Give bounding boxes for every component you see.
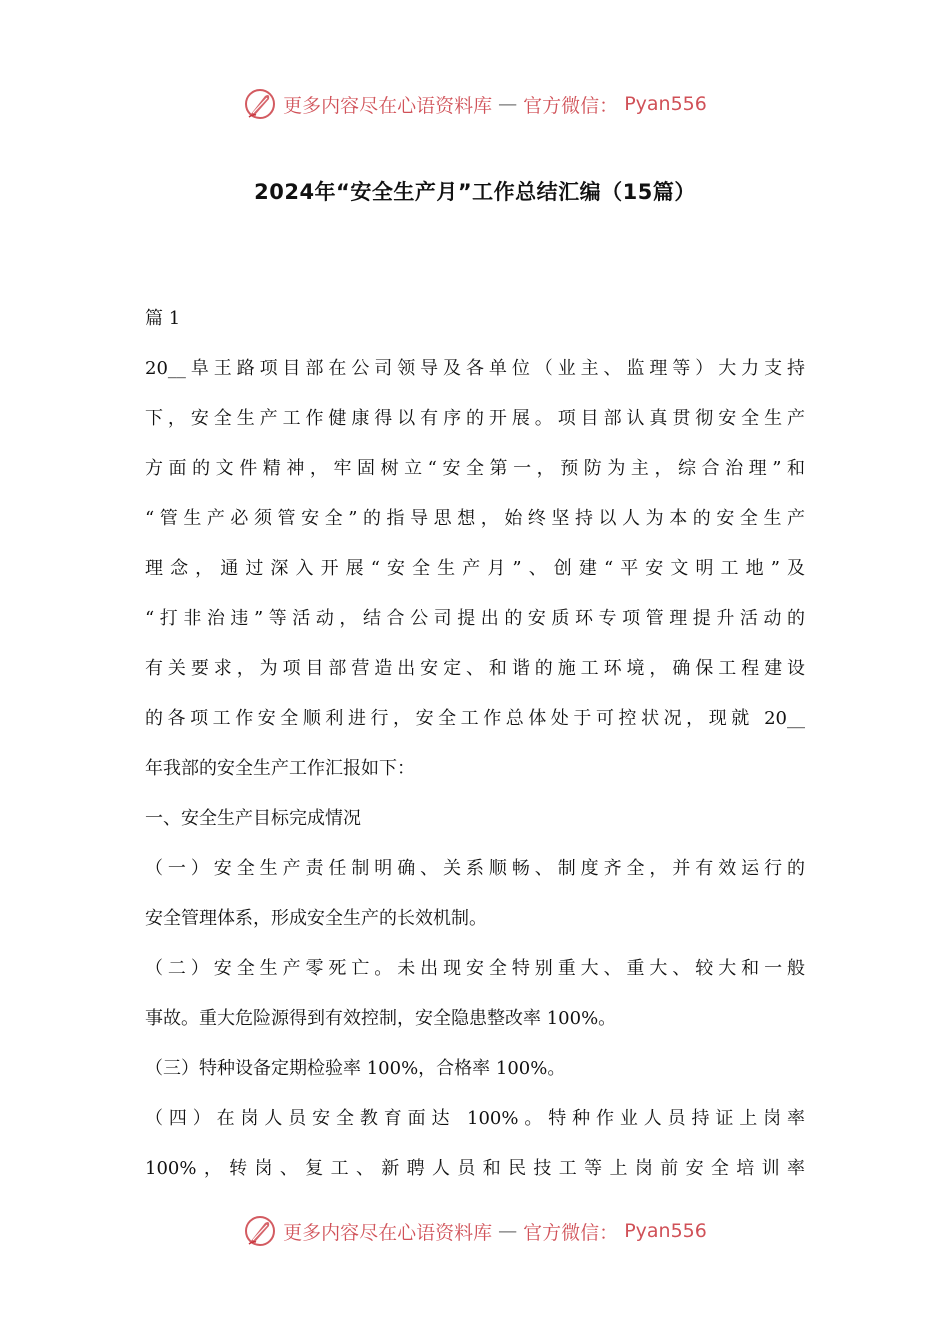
quill-pen-logo-icon [243,87,277,121]
watermark-label: 官方微信： [523,94,619,117]
section-heading: 篇 1 [145,308,181,329]
body-text-line: 的各项工作安全顺利进行，安全工作总体处于可控状况，现就 20__ [145,708,805,729]
watermark-dash: — [498,1220,518,1242]
body-text-line: 安全管理体系，形成安全生产的长效机制。 [145,908,487,929]
body-text-line: （二）安全生产零死亡。未出现安全特别重大、重大、较大和一般 [145,958,805,979]
body-text-line: 方面的文件精神，牢固树立“安全第一，预防为主，综合治理”和 [145,458,805,479]
watermark-label: 官方微信： [523,1221,619,1244]
body-text-line: 100%，转岗、复工、新聘人员和民技工等上岗前安全培训率 [145,1158,805,1179]
body-text-line: 年我部的安全生产工作汇报如下： [145,758,415,779]
watermark-account: Pyan556 [624,1220,707,1242]
body-text-line: 下，安全生产工作健康得以有序的开展。项目部认真贯彻安全生产 [145,408,805,429]
quill-pen-logo-icon [243,1214,277,1248]
watermark-text: 更多内容尽在心语资料库 [283,94,493,117]
document-title: 2024年“安全生产月”工作总结汇编（15篇） [254,180,696,204]
body-text-line: 理念，通过深入开展“安全生产月”、创建“平安文明工地”及 [145,558,805,579]
watermark-account: Pyan556 [624,93,707,115]
body-text-line: 20__阜王路项目部在公司领导及各单位（业主、监理等）大力支持 [145,358,805,379]
watermark-dash: — [498,93,518,115]
body-text-line: （四）在岗人员安全教育面达 100%。特种作业人员持证上岗率 [145,1108,805,1129]
footer-watermark [0,1211,950,1251]
document-body [145,302,805,1202]
body-text-line: 一、安全生产目标完成情况 [145,808,361,829]
body-text-line: （一）安全生产责任制明确、关系顺畅、制度齐全，并有效运行的 [145,858,805,879]
watermark-group [243,1214,707,1248]
body-text-line: （三）特种设备定期检验率 100%，合格率 100%。 [145,1058,566,1079]
watermark-group [243,87,707,121]
header-watermark [0,84,950,124]
body-text-line: 有关要求，为项目部营造出安定、和谐的施工环境，确保工程建设 [145,658,805,679]
body-text-line: “管生产必须管安全”的指导思想，始终坚持以人为本的安全生产 [145,508,805,529]
body-text-line: “打非治违”等活动，结合公司提出的安质环专项管理提升活动的 [145,608,805,629]
body-text-line: 事故。重大危险源得到有效控制，安全隐患整改率 100%。 [145,1008,617,1029]
watermark-text: 更多内容尽在心语资料库 [283,1221,493,1244]
